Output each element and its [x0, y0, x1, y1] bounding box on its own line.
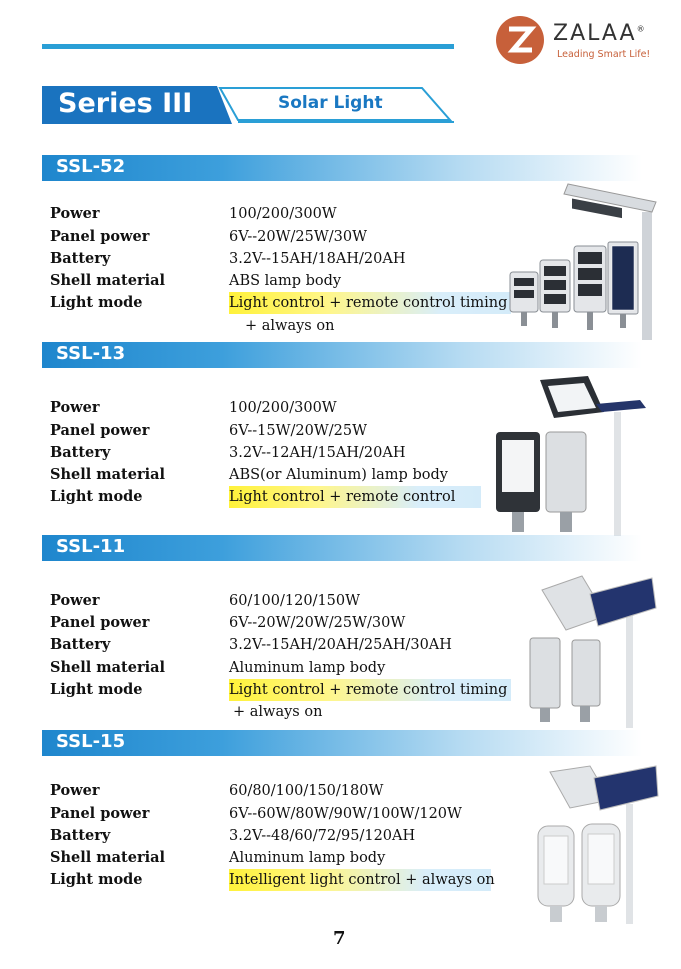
ssl-11-product-image: [528, 572, 660, 728]
spec-label: Panel power: [50, 614, 150, 631]
spec-value: 3.2V--15AH/18AH/20AH: [229, 251, 406, 267]
spec-label: Power: [50, 205, 100, 222]
spec-label: Battery: [50, 444, 111, 461]
spec-value: Light control + remote control timing: [229, 295, 508, 311]
spec-value: 100/200/300W: [229, 206, 337, 222]
spec-value: ABS(or Aluminum) lamp body: [229, 467, 448, 483]
spec-label: Battery: [50, 636, 111, 653]
spec-label: Battery: [50, 250, 111, 267]
model-title: SSL-52: [56, 156, 126, 177]
spec-label: Shell material: [50, 466, 166, 483]
spec-value: 60/80/100/150/180W: [229, 783, 384, 799]
spec-label: Light mode: [50, 681, 143, 698]
spec-label: Shell material: [50, 849, 166, 866]
series-header: [42, 86, 454, 124]
spec-continuation: + always on: [245, 318, 335, 334]
ssl-15-product-image: [534, 764, 662, 924]
spec-value: 100/200/300W: [229, 400, 337, 416]
spec-label: Shell material: [50, 272, 166, 289]
spec-value: Light control + remote control timing: [229, 682, 508, 698]
model-bar-ssl-13: [42, 342, 642, 368]
zalaa-logo-icon: [495, 15, 545, 65]
model-bar-ssl-52: [42, 155, 642, 181]
spec-value: 6V--20W/20W/25W/30W: [229, 615, 406, 631]
model-bar-ssl-11: [42, 535, 642, 561]
spec-label: Shell material: [50, 659, 166, 676]
model-title: SSL-11: [56, 536, 126, 557]
spec-label: Light mode: [50, 488, 143, 505]
brand-logo: [495, 15, 665, 67]
spec-label: Light mode: [50, 294, 143, 311]
spec-value: 6V--15W/20W/25W: [229, 423, 367, 439]
series-title: Series III: [58, 88, 193, 119]
spec-value: 6V--20W/25W/30W: [229, 229, 367, 245]
spec-value: 60/100/120/150W: [229, 593, 361, 609]
spec-value: 3.2V--15AH/20AH/25AH/30AH: [229, 637, 452, 653]
spec-value: Aluminum lamp body: [229, 660, 386, 676]
top-accent-line: [42, 44, 454, 49]
spec-value: Intelligent light control + always on: [229, 872, 495, 888]
spec-label: Panel power: [50, 228, 150, 245]
model-bar-ssl-15: [42, 730, 642, 756]
spec-label: Panel power: [50, 422, 150, 439]
spec-label: Battery: [50, 827, 111, 844]
spec-label: Light mode: [50, 871, 143, 888]
model-title: SSL-13: [56, 343, 126, 364]
spec-value: 6V--60W/80W/90W/100W/120W: [229, 806, 462, 822]
ssl-13-product-image: [492, 372, 652, 536]
spec-value: Light control + remote control: [229, 489, 456, 505]
model-title: SSL-15: [56, 731, 126, 752]
brand-tagline: Leading Smart Life!: [557, 49, 651, 60]
spec-continuation: + always on: [233, 704, 323, 720]
spec-label: Panel power: [50, 805, 150, 822]
series-subtitle: Solar Light: [278, 93, 383, 113]
page-number: 7: [333, 928, 346, 949]
brand-name: ZALAA®: [553, 21, 645, 46]
spec-value: 3.2V--48/60/72/95/120AH: [229, 828, 416, 844]
spec-label: Power: [50, 399, 100, 416]
spec-value: ABS lamp body: [229, 273, 342, 289]
spec-label: Power: [50, 782, 100, 799]
ssl-52-product-image: [508, 182, 660, 340]
spec-value: 3.2V--12AH/15AH/20AH: [229, 445, 406, 461]
spec-value: Aluminum lamp body: [229, 850, 386, 866]
spec-label: Power: [50, 592, 100, 609]
